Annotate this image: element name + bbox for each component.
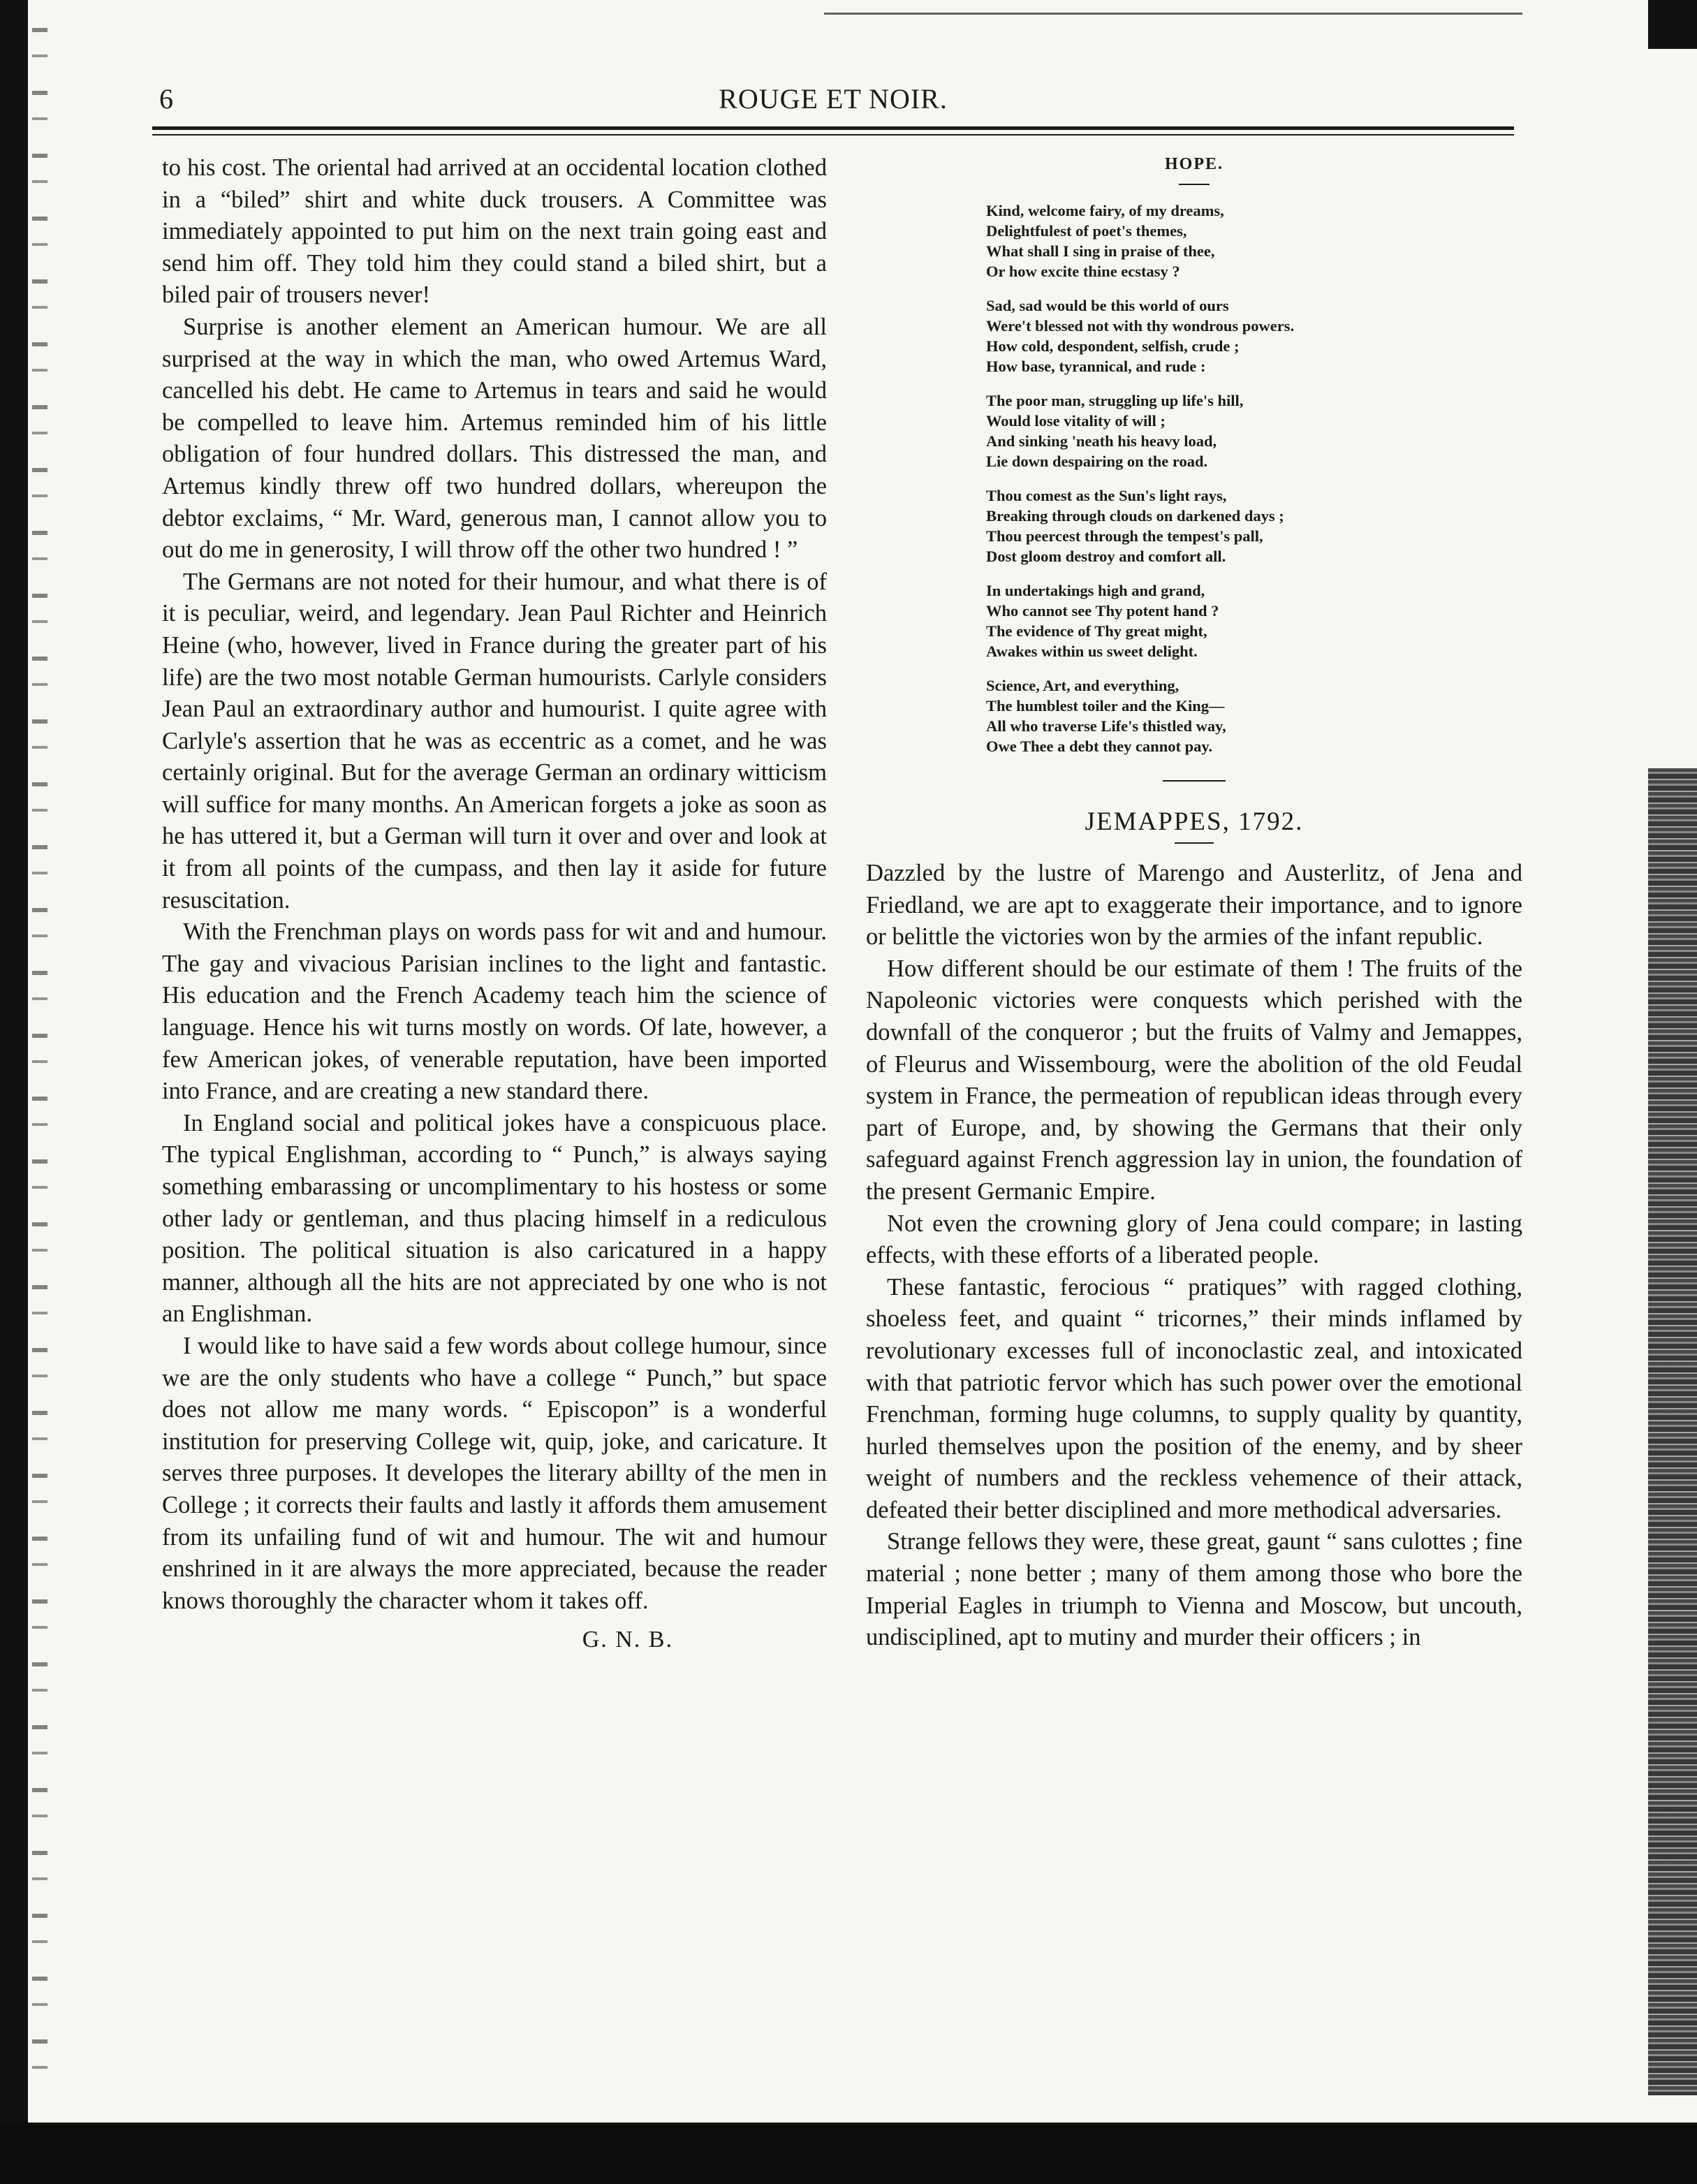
poem-line: Dost gloom destroy and comfort all. [986, 548, 1226, 565]
poem-line: Would lose vitality of will ; [986, 412, 1166, 430]
paragraph: The Germans are not noted for their humour, and what there is of it is peculiar, weird, and legendary. Jean Paul Richter and Heinrich Heine (who, however, lived in France during the greater part of his life) are the two most notable German humourists. Carlyle considers Jean Paul an extraordinary author and humourist. I quite agree with Carlyle's assertion that he was as eccentric as a comet, and he was certainly original. But for the average German an ordinary witticism will suffice for many months. An American forgets a joke as soon as he has uttered it, but a German will turn it over and over and look at it from all points of the cumpass, and then lay it aside for future resuscitation. [162, 568, 827, 914]
poem-line: The evidence of Thy great might, [986, 622, 1207, 640]
poem-line: Breaking through clouds on darkened days ; [986, 507, 1284, 525]
page-header [152, 82, 1514, 124]
author-signature: G. N. B. [582, 1627, 673, 1653]
poem-line: In undertakings high and grand, [986, 582, 1205, 599]
scan-left-speckle [32, 28, 47, 2088]
poem-stanza [986, 200, 1522, 281]
article-title: JEMAPPES, 1792. [1085, 807, 1304, 836]
poem-stanza [986, 675, 1522, 756]
poem-line: Awakes within us sweet delight. [986, 643, 1198, 660]
poem-line: Kind, welcome fairy, of my dreams, [986, 202, 1224, 219]
paragraph: to his cost. The oriental had arrived at an occidental location clothed in a “biled” shirt and white duck trousers. A Committee was immediately appointed to put him on the next train going east and send him off. They told him they could stand a biled shirt, but a biled pair of trousers never! [162, 154, 827, 309]
paragraph: These fantastic, ferocious “ pratiques” with ragged clothing, shoeless feet, and quaint “ tricornes,” their minds inflamed by revolutionary excesses full of inconoclastic zeal, and intoxicated with that patriotic fervor which has such power over the emotional Frenchman, forming huge columns, to supply quality by quantity, hurled themselves upon the position of the enemy, and by sheer weight of numbers and the reckless vehemence of their attack, defeated their better disciplined and more methodical adversaries. [866, 1273, 1522, 1523]
poem-line: Who cannot see Thy potent hand ? [986, 602, 1219, 620]
poem-line: Were't blessed not with thy wondrous powers. [986, 317, 1295, 335]
poem-stanza [986, 580, 1522, 661]
poem-line: The poor man, struggling up life's hill, [986, 392, 1244, 409]
scan-right-edge [1648, 768, 1697, 2095]
poem-line: Or how excite thine ecstasy ? [986, 263, 1180, 280]
poem-title: HOPE. [1164, 155, 1224, 173]
article-title-rule [1175, 842, 1214, 844]
paragraph: Dazzled by the lustre of Marengo and Austerlitz, of Jena and Friedland, we are apt to exaggerate their importance, and to ignore or belittle the victories won by the armies of the infant republic. [866, 860, 1522, 951]
poem-line: The humblest toiler and the King— [986, 697, 1225, 714]
poem-line: And sinking 'neath his heavy load, [986, 432, 1217, 450]
page-number: 6 [159, 83, 173, 115]
scan-bottom-edge [0, 2123, 1697, 2184]
paragraph: With the Frenchman plays on words pass for wit and and humour. The gay and vivacious Parisian inclines to the light and fantastic. His education and the French Academy teach him the science of language. Hence his wit turns mostly on words. Of late, however, a few American jokes, of venerable reputation, have been imported into France, and are creating a new standard there. [162, 918, 827, 1105]
paragraph: I would like to have said a few words about college humour, since we are the only students who have a college “ Punch,” but space does not allow me many words. “ Episcopon” is a wonderful institution for preserving College wit, quip, joke, and caricature. It serves three purposes. It developes the literary abillty of the men in College ; it corrects their faults and lastly it affords them amusement from its unfailing fund of wit and humour. The wit and humour enshrined in it are always the more appreciated, because the reader knows thoroughly the character whom it takes off. [162, 1332, 827, 1614]
scan-top-scratch [824, 3, 1522, 15]
poem-line: Thou peercest through the tempest's pall, [986, 527, 1263, 545]
scan-left-edge [0, 0, 28, 2184]
running-title: ROUGE ET NOIR. [719, 83, 948, 115]
paragraph: In England social and political jokes have a conspicuous place. The typical Englishman, according to “ Punch,” is always saying something embarassing or uncomplimentary to his hostess or some other lady or gentleman, and thus placing himself in a rediculous position. The political situation is also caricatured in a happy manner, although all the hits are not appreciated by one who is not an Englishman. [162, 1109, 827, 1328]
header-rule-thick [152, 126, 1514, 130]
section-divider [1163, 780, 1226, 782]
poem-stanza [986, 295, 1522, 376]
scan-right-corner [1648, 0, 1697, 49]
poem-line: How base, tyrannical, and rude : [986, 358, 1206, 375]
left-column [162, 152, 827, 1653]
poem-line: Delightfulest of poet's themes, [986, 222, 1187, 240]
poem-line: How cold, despondent, selfish, crude ; [986, 337, 1240, 355]
poem-line: Thou comest as the Sun's light rays, [986, 487, 1227, 504]
poem-title-rule [1179, 184, 1210, 185]
poem-line: Lie down despairing on the road. [986, 453, 1208, 470]
poem-line: Owe Thee a debt they cannot pay. [986, 738, 1212, 755]
poem-stanza [986, 390, 1522, 471]
poem-line: Science, Art, and everything, [986, 677, 1180, 694]
paragraph: Strange fellows they were, these great, gaunt “ sans culottes ; fine material ; none better ; many of them among those who bore the Imperial Eagles in triumph to Vienna and Moscow, but uncouth, undisciplined, apt to mutiny and murder their officers ; in [866, 1528, 1522, 1651]
poem-line: All who traverse Life's thistled way, [986, 717, 1226, 735]
paragraph: How different should be our estimate of them ! The fruits of the Napoleonic victories were conquests which perished with the downfall of the conqueror ; but the fruits of Valmy and Jemappes, of Fleurus and Wissembourg, were the abolition of the old Feudal system in France, the permeation of republican ideas through every part of Europe, and, by showing the Germans that their only safeguard against French aggression lay in union, the foundation of the present Germanic Empire. [866, 955, 1522, 1205]
right-column [866, 152, 1522, 1654]
poem-line: Sad, sad would be this world of ours [986, 297, 1229, 314]
paragraph: Not even the crowning glory of Jena could compare; in lasting effects, with these efforts of a liberated people. [866, 1210, 1522, 1269]
header-rule-thin [152, 134, 1514, 135]
paragraph: Surprise is another element an American humour. We are all surprised at the way in which the man, who owed Artemus Ward, cancelled his debt. He came to Artemus in tears and said he would be compelled to leave him. Artemus reminded him of his little obligation of four hundred dollars. This distressed the man, and Artemus kindly threw off two hundred dollars, whereupon the debtor exclaims, “ Mr. Ward, generous man, I cannot allow you to out do me in generosity, I will throw off the other two hundred ! ” [162, 313, 827, 564]
poem-line: What shall I sing in praise of thee, [986, 242, 1215, 260]
poem-stanza [986, 485, 1522, 566]
